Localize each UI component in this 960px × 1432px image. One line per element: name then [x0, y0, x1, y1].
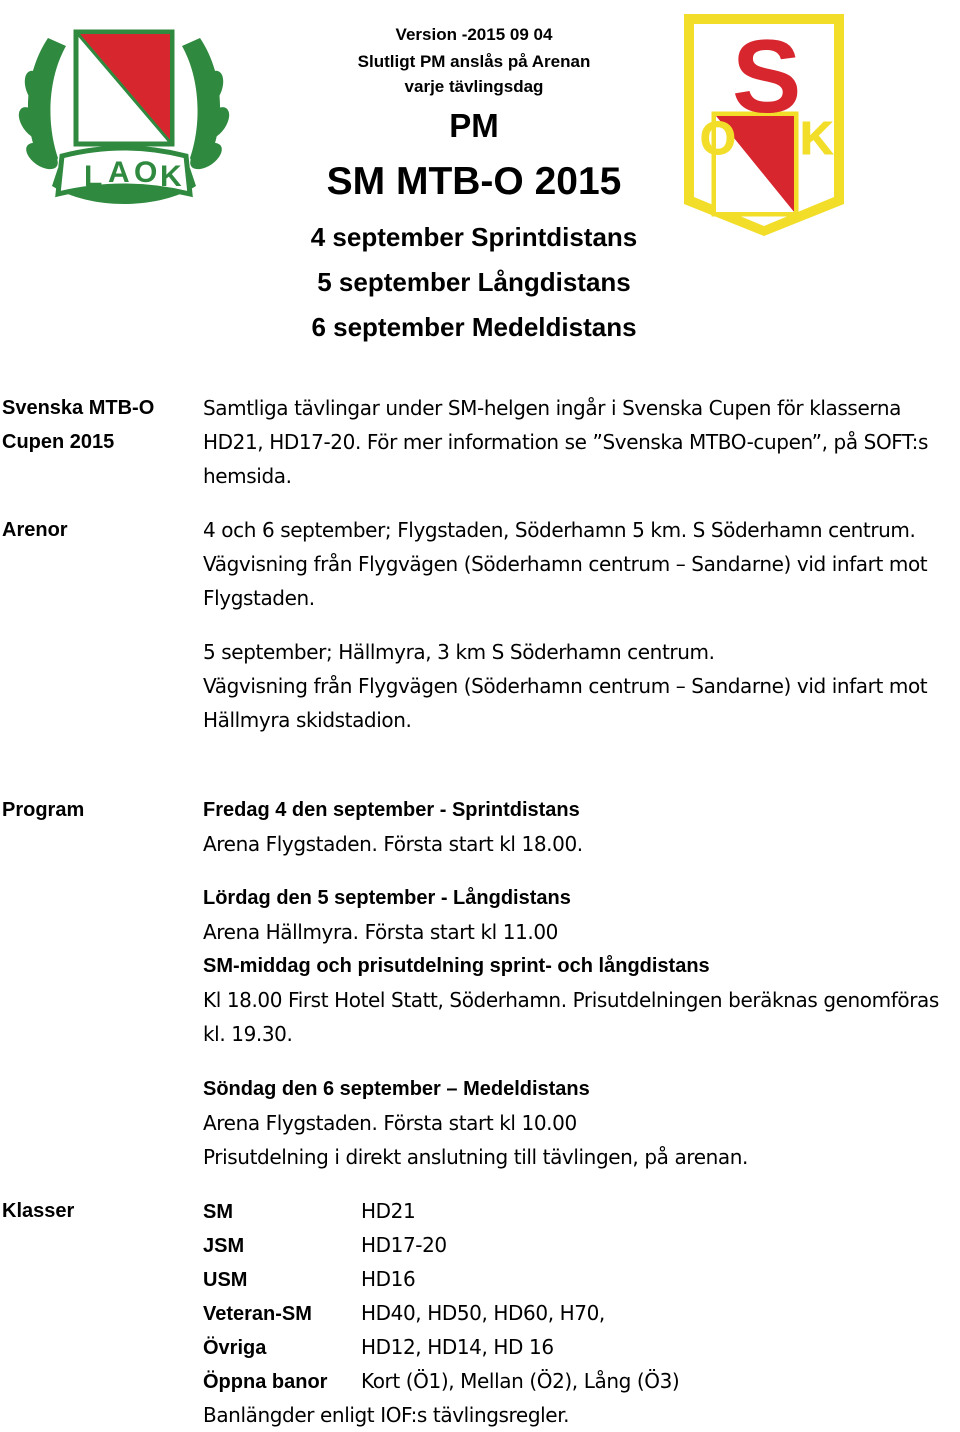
program-label: Program [2, 799, 85, 821]
arenor-text-line: Vägvisning från Flygvägen (Söderhamn centrum – Sandarne) vid infart mot [203, 552, 928, 576]
program-saturday-text: Arena Hällmyra. Första start kl 11.00 [203, 920, 558, 944]
klass-value: HD40, HD50, HD60, H70, [361, 1301, 605, 1325]
klass-name: Veteran-SM [203, 1303, 312, 1325]
program-friday-heading: Fredag 4 den september - Sprintdistans [203, 799, 580, 821]
arenor-text-line: Flygstaden. [203, 586, 315, 610]
klass-row [203, 1262, 415, 1297]
klass-row [203, 1364, 679, 1399]
page-title: SM MTB-O 2015 [326, 160, 622, 203]
klass-value: HD21 [361, 1199, 416, 1223]
program-dinner-text: Kl 18.00 First Hotel Statt, Söderhamn. Prisutdelningen beräknas genomföras [203, 988, 939, 1012]
svg-text:O: O [700, 112, 736, 164]
cupen-label-line-2: Cupen 2015 [2, 431, 115, 453]
klass-row [203, 1194, 415, 1229]
arenor-text-line: 4 och 6 september; Flygstaden, Söderhamn 5 km. S Söderhamn centrum. [203, 518, 916, 542]
arenor-label: Arenor [2, 519, 68, 541]
svg-text:L: L [84, 160, 103, 193]
svg-text:K: K [800, 112, 834, 164]
date-middle: 6 september Medeldistans [311, 312, 637, 342]
klass-row [203, 1330, 554, 1365]
svg-text:A: A [108, 156, 130, 189]
klass-name: USM [203, 1269, 248, 1291]
svg-text:K: K [160, 160, 182, 193]
klass-value: HD16 [361, 1267, 416, 1291]
date-sprint: 4 september Sprintdistans [310, 222, 638, 252]
klass-name: Öppna banor [203, 1371, 328, 1393]
klasser-label: Klasser [2, 1200, 75, 1222]
klass-value: HD12, HD14, HD 16 [361, 1335, 554, 1359]
notice-line-2: varje tävlingsdag [404, 77, 544, 96]
program-dinner-text: kl. 19.30. [203, 1022, 293, 1046]
cupen-text-line: hemsida. [203, 464, 292, 488]
klass-row [203, 1228, 447, 1263]
klass-value: HD17-20 [361, 1233, 447, 1257]
arenor-text-line: Vägvisning från Flygvägen (Söderhamn centrum – Sandarne) vid infart mot [203, 674, 928, 698]
program-sunday-text: Prisutdelning i direkt anslutning till tävlingen, på arenan. [203, 1145, 748, 1169]
program-dinner-heading: SM-middag och prisutdelning sprint- och långdistans [203, 955, 710, 977]
date-long: 5 september Långdistans [317, 267, 631, 297]
cupen-text-line: HD21, HD17-20. För mer information se ”Svenska MTBO-cupen”, på SOFT:s [203, 430, 929, 454]
program-saturday-heading: Lördag den 5 september - Långdistans [203, 887, 571, 909]
program-sunday-heading: Söndag den 6 september – Medeldistans [203, 1078, 590, 1100]
svg-text:S: S [732, 19, 802, 135]
klass-value: Kort (Ö1), Mellan (Ö2), Lång (Ö3) [361, 1369, 680, 1393]
arenor-text-line: 5 september; Hällmyra, 3 km S Söderhamn centrum. [203, 640, 715, 664]
version-line: Version -2015 09 04 [395, 25, 553, 44]
arenor-text-line: Hällmyra skidstadion. [203, 708, 412, 732]
cupen-text-line: Samtliga tävlingar under SM-helgen ingår i Svenska Cupen för klasserna [203, 396, 901, 420]
pm-heading: PM [449, 107, 499, 144]
klasser-footer: Banlängder enligt IOF:s tävlingsregler. [203, 1403, 570, 1427]
klass-name: JSM [203, 1235, 245, 1257]
cupen-label-line-1: Svenska MTB-O [2, 397, 155, 419]
notice-line-1: Slutligt PM anslås på Arenan [357, 52, 591, 71]
program-friday-text: Arena Flygstaden. Första start kl 18.00. [203, 832, 583, 856]
svg-text:O: O [134, 156, 158, 189]
program-sunday-text: Arena Flygstaden. Första start kl 10.00 [203, 1111, 577, 1135]
klass-row [203, 1296, 605, 1331]
klass-name: Övriga [203, 1337, 267, 1359]
klass-name: SM [203, 1201, 233, 1223]
